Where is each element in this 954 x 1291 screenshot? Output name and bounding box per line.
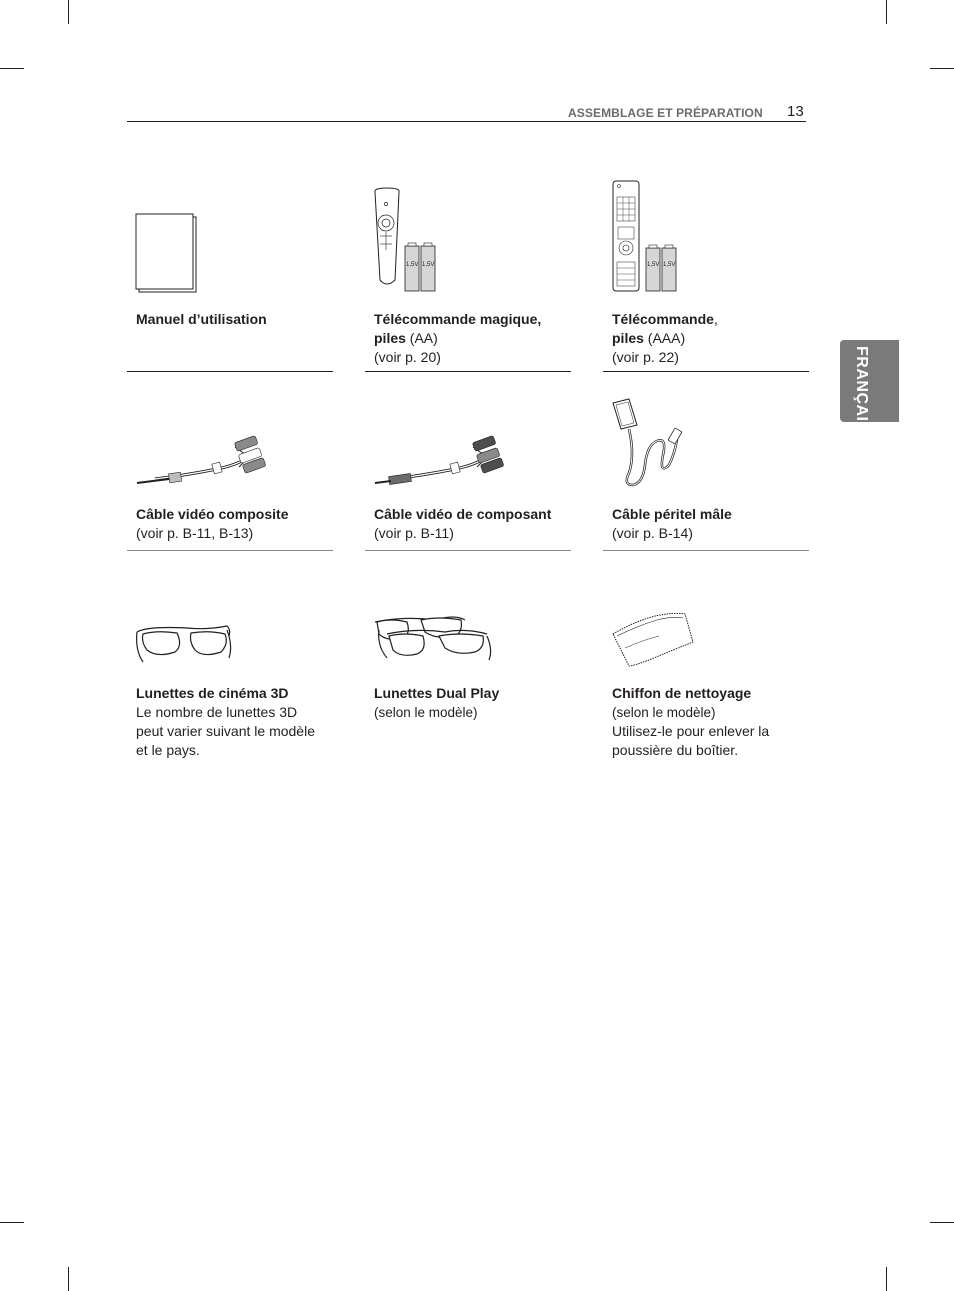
item-divider (603, 550, 809, 551)
item-title: Câble péritel mâle (612, 506, 732, 522)
language-tab-label: FRANÇAIS (853, 346, 870, 433)
item-magic-remote (365, 170, 571, 375)
item-title-batteries: piles (374, 330, 406, 346)
item-title: Manuel d’utilisation (136, 311, 267, 327)
crop-mark (68, 0, 69, 24)
item-title: Télécommande (612, 311, 714, 327)
composite-cable-illustration (127, 395, 333, 505)
item-note: peut varier suivant le modèle (136, 723, 315, 739)
item-note: (selon le modèle) (374, 705, 478, 720)
item-divider (365, 550, 571, 551)
item-page-ref: (voir p. 22) (612, 349, 679, 365)
item-page-ref: (voir p. B-14) (612, 525, 693, 541)
component-cable-illustration (365, 395, 571, 505)
page-number: 13 (787, 103, 804, 120)
scart-cable-illustration (603, 395, 809, 505)
crop-mark (68, 1267, 69, 1291)
item-title: Câble vidéo composite (136, 506, 289, 522)
battery-label: 1,5V (406, 262, 419, 268)
item-title: Télécommande magique, (374, 311, 542, 327)
item-title: Câble vidéo de composant (374, 506, 552, 522)
cinema-glasses-illustration (127, 600, 333, 680)
item-divider (127, 550, 333, 551)
crop-mark (0, 68, 24, 69)
dual-play-glasses-illustration (365, 600, 571, 680)
item-title: Lunettes Dual Play (374, 685, 500, 701)
crop-mark (886, 1267, 887, 1291)
item-note: (selon le modèle) (612, 705, 716, 720)
item-note: Le nombre de lunettes 3D (136, 704, 298, 720)
header-rule (127, 121, 806, 122)
battery-label: 1,5V (647, 262, 660, 268)
item-battery-type: (AA) (405, 330, 438, 346)
item-page-ref: (voir p. B-11) (374, 525, 454, 541)
item-page-ref: (voir p. 20) (374, 349, 441, 365)
crop-mark (886, 0, 887, 24)
battery-label: 1,5V (663, 262, 676, 268)
remote-illustration (603, 170, 809, 310)
item-component-cable (365, 395, 571, 555)
crop-mark (930, 1222, 954, 1223)
language-tab (840, 340, 899, 433)
item-note: Utilisez-le pour enlever la (612, 723, 770, 739)
crop-mark (930, 68, 954, 69)
manual-illustration (127, 170, 333, 310)
item-note: et le pays. (136, 742, 200, 758)
item-composite-cable (127, 395, 333, 555)
item-dual-play-glasses (365, 600, 571, 770)
cleaning-cloth-illustration (603, 600, 809, 680)
item-title-suffix: , (713, 311, 718, 327)
item-user-manual (127, 170, 333, 375)
item-title: Lunettes de cinéma 3D (136, 685, 289, 701)
item-page-ref: (voir p. B-11, B-13) (136, 525, 254, 541)
item-cinema-glasses (127, 600, 333, 770)
item-scart-cable (603, 395, 809, 555)
crop-mark (0, 1222, 24, 1223)
item-divider (603, 371, 809, 372)
item-note: poussière du boîtier. (612, 742, 739, 758)
item-remote (603, 170, 809, 375)
item-title: Chiffon de nettoyage (612, 685, 752, 701)
section-title: ASSEMBLAGE ET PRÉPARATION (568, 106, 763, 120)
magic-remote-illustration (365, 170, 571, 310)
item-divider (365, 371, 571, 372)
battery-label: 1,5V (422, 262, 435, 268)
item-battery-type: (AAA) (643, 330, 686, 346)
item-divider (127, 371, 333, 372)
item-cleaning-cloth (603, 600, 809, 770)
item-title-batteries: piles (612, 330, 644, 346)
